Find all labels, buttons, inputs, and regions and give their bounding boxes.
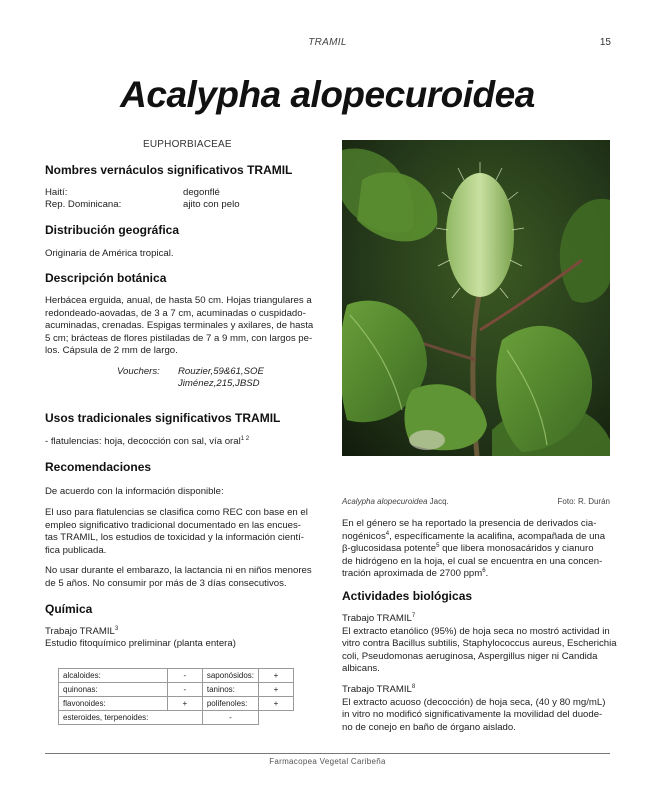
recommendation-line: tas TRAMIL, los estudios de toxicidad y la información cientí- bbox=[45, 532, 304, 544]
recommendations-intro: De acuerdo con la información disponible: bbox=[45, 486, 224, 497]
intro-line: de hidrógeno en la hoja, el cual se encuentra en una concen- bbox=[342, 555, 603, 567]
work-line: vitro contra Bacillus subtilis, Staphylococcus aureus, Escherichia bbox=[342, 638, 617, 650]
compound-name: esteroides, terpenoides: bbox=[59, 711, 203, 725]
chemistry-study: Estudio fitoquímico preliminar (planta entera) bbox=[45, 638, 236, 649]
work-line: albicans. bbox=[342, 663, 380, 675]
recommendation-line: El uso para flatulencias se clasifica como REC con base en el bbox=[45, 507, 308, 518]
intro-line: β-glucosidasa potente$^5$ que libera monosacáridos y cianuro bbox=[342, 543, 594, 555]
activity-work-1 bbox=[342, 612, 617, 676]
table-row bbox=[59, 697, 294, 711]
compound-result: + bbox=[259, 669, 294, 683]
recommendation-line: empleo significativo tradicional documentado en las encues- bbox=[45, 519, 301, 531]
uses-text bbox=[45, 436, 249, 447]
photo-credit: Foto: R. Durán bbox=[557, 497, 610, 506]
species-title: Acalypha alopecuroidea bbox=[120, 74, 535, 115]
uses-refs: 1 2 bbox=[240, 435, 250, 442]
warning-line: No usar durante el embarazo, la lactancia ni en niños menores bbox=[45, 565, 312, 576]
compound-result: - bbox=[167, 669, 202, 683]
botanical-line: 5 cm; brácteas de flores pistiladas de 7 a 9 mm, con largos pe- bbox=[45, 332, 313, 344]
compound-result: + bbox=[167, 697, 202, 711]
vernacular-name: ajito con pelo bbox=[183, 199, 240, 210]
caption-author: Jacq. bbox=[429, 497, 449, 506]
running-title: TRAMIL bbox=[308, 37, 347, 48]
uses-heading: Usos tradicionales significativos TRAMIL bbox=[45, 411, 281, 425]
vernacular-name: degonflé bbox=[183, 187, 220, 198]
botanical-line: redondeado-aovadas, de 3 a 7 cm, acuminadas o cuspidado- bbox=[45, 307, 306, 319]
work-label: Trabajo TRAMIL$^7$ bbox=[342, 612, 416, 624]
chemistry-work-label: Trabajo TRAMIL bbox=[45, 626, 115, 637]
work-line: El extracto etanólico (95%) de hoja seca no mostró actividad in bbox=[342, 625, 610, 637]
botanical-heading: Descripción botánica bbox=[45, 271, 167, 285]
compound-result: - bbox=[202, 711, 258, 725]
work-label: Trabajo TRAMIL$^8$ bbox=[342, 683, 416, 695]
chemistry-intro bbox=[342, 518, 610, 581]
chemistry-heading: Química bbox=[45, 602, 93, 616]
work-line: El extracto acuoso (decocción) de hoja seca, (40 y 80 mg/mL) bbox=[342, 696, 606, 708]
compound-name: taninos: bbox=[202, 683, 258, 697]
phytochemical-table bbox=[58, 668, 294, 725]
vernacular-heading: Nombres vernáculos significativos TRAMIL bbox=[45, 163, 293, 177]
activity-work-2 bbox=[342, 684, 610, 734]
compound-result: + bbox=[259, 683, 294, 697]
activities-heading: Actividades biológicas bbox=[342, 589, 473, 603]
table-row bbox=[59, 683, 294, 697]
chemistry-work bbox=[45, 626, 118, 637]
work-line: no de conejo en baño de órgano aislado. bbox=[342, 721, 516, 733]
compound-name: polifenoles: bbox=[202, 697, 258, 711]
vernacular-place: Haití: bbox=[45, 187, 68, 198]
photo-caption bbox=[342, 497, 449, 506]
recommendations-heading: Recomendaciones bbox=[45, 460, 152, 474]
compound-name: flavonoides: bbox=[59, 697, 168, 711]
plant-photo-illustration bbox=[342, 140, 610, 456]
voucher-entry: Jiménez,215,JBSD bbox=[178, 378, 260, 389]
vouchers-label: Vouchers: bbox=[117, 366, 160, 377]
footer-title: Farmacopea Vegetal Caribeña bbox=[269, 757, 386, 766]
plant-photo bbox=[342, 140, 610, 456]
botanical-line: los. Cápsula de 2 mm de largo. bbox=[45, 345, 178, 357]
vernacular-place: Rep. Dominicana: bbox=[45, 199, 122, 210]
page-number: 15 bbox=[599, 37, 611, 48]
caption-species: Acalypha alopecuroidea bbox=[342, 497, 428, 506]
compound-name: saponósidos: bbox=[202, 669, 258, 683]
recommendations-warning bbox=[45, 565, 313, 590]
compound-name: quinonas: bbox=[59, 683, 168, 697]
compound-result: - bbox=[167, 683, 202, 697]
compound-name: alcaloides: bbox=[59, 669, 168, 683]
table-row bbox=[59, 711, 294, 725]
intro-line: tración aproximada de 2700 ppm$^6$. bbox=[342, 568, 489, 580]
uses-entry: - flatulencias: hoja, decocción con sal, vía oral bbox=[45, 436, 241, 447]
intro-line: nogénicos$^4$, específicamente la acalifina, acompañada de una bbox=[342, 530, 606, 542]
empty-cell bbox=[259, 711, 294, 725]
warning-line: de 5 años. No consumir por más de 3 días consecutivos. bbox=[45, 577, 287, 589]
recommendation-line: fica publicada. bbox=[45, 544, 107, 556]
recommendations-paragraph bbox=[45, 507, 313, 557]
footer-divider bbox=[45, 753, 610, 754]
botanical-description bbox=[45, 295, 313, 358]
botanical-line: acuminadas, crenadas. Espigas terminales y axilares, de hasta bbox=[45, 320, 314, 332]
work-line: coli, Pseudomonas aeruginosa, Aspergillus niger ni Candida bbox=[342, 650, 598, 662]
botanical-line: Herbácea erguida, anual, de hasta 50 cm. Hojas triangulares a bbox=[45, 295, 312, 306]
distribution-heading: Distribución geográfica bbox=[45, 223, 180, 237]
intro-line: En el género se ha reportado la presencia de derivados cia- bbox=[342, 518, 597, 529]
plant-family: EUPHORBIACEAE bbox=[143, 139, 232, 150]
table-row bbox=[59, 669, 294, 683]
compound-result: + bbox=[259, 697, 294, 711]
distribution-text: Originaria de América tropical. bbox=[45, 248, 174, 259]
voucher-entry: Rouzier,59&61,SOE bbox=[178, 366, 264, 377]
work-line: in vitro no modificó significativamente la movilidad del duode- bbox=[342, 709, 603, 721]
chemistry-work-ref: 3 bbox=[114, 625, 119, 632]
